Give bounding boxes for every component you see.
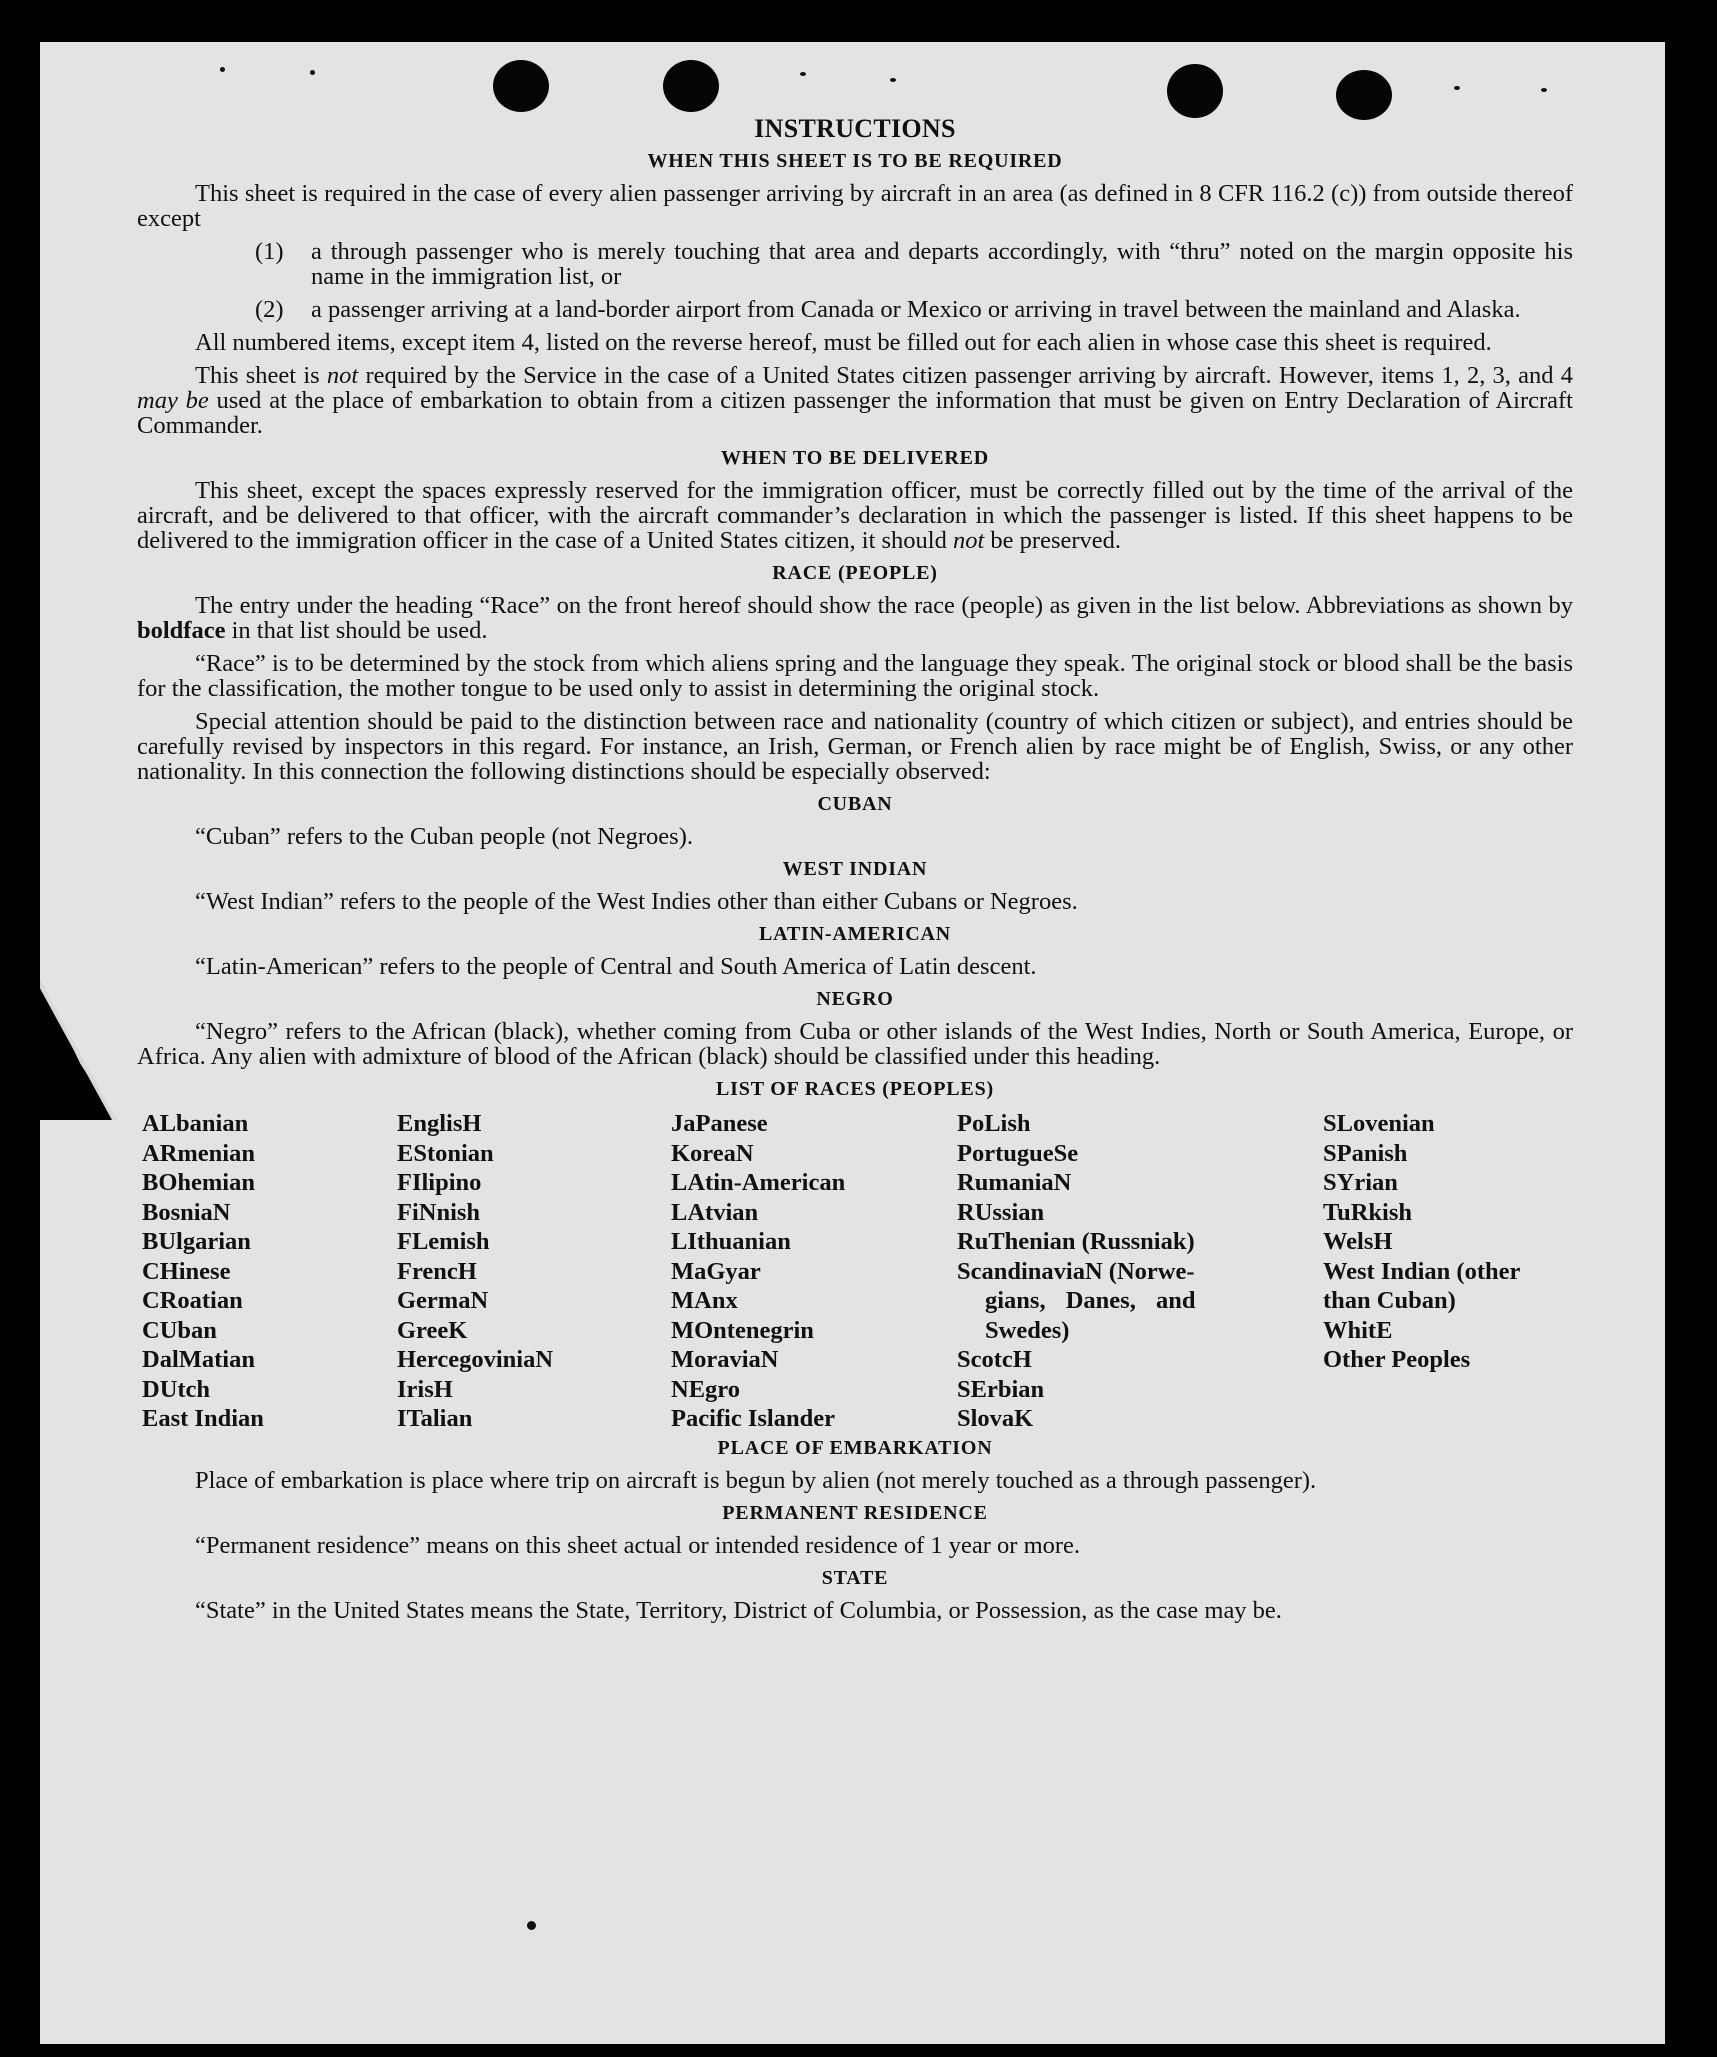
paragraph: This sheet is not required by the Service in the case of a United States citizen passenger arriving by aircraft. However, items 1, 2, 3, and 4 may be used at the place of embarkation to obtain from a citizen passenger the information that must be given on Entry Declaration of Aircraft Commander. — [137, 362, 1573, 439]
race-item: FIlipino — [397, 1169, 482, 1196]
race-item: WelsH — [1323, 1228, 1393, 1255]
section-heading: PLACE OF EMBARKATION — [717, 1436, 993, 1459]
race-column-1 — [142, 1109, 397, 1434]
section-heading: WHEN THIS SHEET IS TO BE REQUIRED — [647, 150, 1063, 172]
race-item: NEgro — [671, 1375, 740, 1403]
speck — [527, 1921, 536, 1930]
race-item: PortugueSe — [957, 1139, 1079, 1167]
paragraph: The entry under the heading “Race” on the front hereof should show the race (people) as given in the list below. Abbreviations as shown by boldface in that list should be used. — [137, 592, 1573, 644]
race-item: RUssian — [957, 1198, 1045, 1226]
page-title: INSTRUCTIONS — [754, 114, 956, 143]
section-heading: WEST INDIAN — [782, 858, 928, 880]
race-item: LIthuanian — [671, 1228, 791, 1255]
race-item: MoraviaN — [671, 1346, 779, 1373]
race-item: BUlgarian — [142, 1228, 251, 1255]
race-item: SPanish — [1323, 1139, 1408, 1167]
race-item: ARmenian — [142, 1139, 255, 1167]
race-item: EStonian — [397, 1139, 494, 1167]
paragraph: All numbered items, except item 4, listed on the reverse hereof, must be filled out for each alien in whose case this sheet is required. — [195, 329, 1492, 356]
paragraph: This sheet, except the spaces expressly reserved for the immigration officer, must be correctly filled out by the time of the arrival of the aircraft, and be delivered to that officer, with the aircraft commander’s declaration in which the passenger is listed. If this sheet happens to be delivered to the immigration officer in the case of a United States citizen, it should not be preserved. — [137, 477, 1573, 554]
race-column-3 — [671, 1109, 957, 1434]
race-item: CUban — [142, 1316, 217, 1344]
paragraph: “Negro” refers to the African (black), whether coming from Cuba or other islands of the West Indies, North or South America, Europe, or Africa. Any alien with admixture of blood of the African (black) should be classified under this heading. — [137, 1018, 1573, 1070]
race-column-2 — [397, 1109, 671, 1434]
race-item: MOntenegrin — [671, 1316, 814, 1344]
race-item: DUtch — [142, 1375, 211, 1403]
race-item: TuRkish — [1323, 1198, 1413, 1226]
race-item: gians, Danes, and — [985, 1287, 1196, 1314]
race-item: Swedes) — [985, 1316, 1070, 1344]
race-item: RuThenian (Russniak) — [957, 1228, 1195, 1255]
race-item: GreeK — [397, 1316, 468, 1344]
section-heading: LATIN-AMERICAN — [759, 923, 951, 945]
race-item: WhitE — [1323, 1316, 1393, 1344]
punch-hole — [663, 60, 719, 112]
speck — [890, 78, 896, 82]
race-item: RumaniaN — [957, 1169, 1072, 1196]
race-item: FiNnish — [397, 1198, 481, 1226]
race-item: CRoatian — [142, 1287, 243, 1314]
race-item: SErbian — [957, 1375, 1045, 1403]
race-list — [142, 1109, 1573, 1434]
paragraph: “Race” is to be determined by the stock from which aliens spring and the language they speak. The original stock or blood shall be the basis for the classification, the mother tongue to be used only to assist in determining the original stock. — [137, 650, 1573, 702]
race-item: PoLish — [957, 1110, 1031, 1137]
race-item: ALbanian — [142, 1110, 249, 1137]
race-item: GermaN — [397, 1287, 489, 1314]
section-heading: STATE — [821, 1566, 889, 1589]
race-item: ScotcH — [957, 1346, 1032, 1373]
paragraph: Special attention should be paid to the distinction between race and nationality (country of which citizen or subject), and entries should be carefully revised by inspectors in this regard. For instance, an Irish, German, or French alien by race might be of English, Swiss, or any other nationality. In this connection the following distinctions should be especially observed: — [137, 708, 1573, 785]
race-item: IrisH — [397, 1375, 453, 1403]
race-item: than Cuban) — [1323, 1287, 1456, 1314]
speck — [1541, 88, 1547, 92]
paragraph: Place of embarkation is place where trip on aircraft is begun by alien (not merely touched as a through passenger). — [195, 1466, 1317, 1494]
race-item: SLovenian — [1323, 1110, 1435, 1137]
speck — [1454, 86, 1460, 90]
race-item: Other Peoples — [1323, 1346, 1471, 1373]
paragraph: “Cuban” refers to the Cuban people (not Negroes). — [195, 823, 693, 850]
race-item: West Indian (other — [1323, 1257, 1521, 1285]
race-item: FLemish — [397, 1228, 490, 1255]
paragraph: “State” in the United States means the State, Territory, District of Columbia, or Possession, as the case may be. — [195, 1596, 1282, 1624]
race-item: SYrian — [1323, 1169, 1398, 1196]
race-item: Pacific Islander — [671, 1405, 835, 1432]
speck — [800, 72, 806, 76]
instructions-content — [137, 112, 1573, 1631]
race-item: DalMatian — [142, 1346, 255, 1373]
race-item: HercegoviniaN — [397, 1346, 554, 1373]
section-heading: CUBAN — [817, 793, 893, 815]
paragraph: “West Indian” refers to the people of the West Indies other than either Cubans or Negroes. — [195, 888, 1078, 915]
race-item: MaGyar — [671, 1257, 761, 1285]
speck — [310, 70, 315, 75]
race-item: LAtvian — [671, 1198, 759, 1226]
section-heading: RACE (PEOPLE) — [772, 562, 938, 584]
list-item: (1) a through passenger who is merely touching that area and departs accordingly, with “thru” noted on the margin opposite his name in the immigration list, or — [255, 238, 1573, 290]
punch-hole — [493, 60, 549, 112]
race-item: MAnx — [671, 1287, 738, 1314]
race-item: JaPanese — [671, 1110, 768, 1137]
section-heading: LIST OF RACES (PEOPLES) — [716, 1078, 994, 1100]
race-item: KoreaN — [671, 1139, 754, 1167]
race-column-4 — [957, 1109, 1323, 1434]
race-item: ScandinaviaN (Norwe- — [957, 1257, 1195, 1285]
paragraph: This sheet is required in the case of every alien passenger arriving by aircraft in an area (as defined in 8 CFR 116.2 (c)) from outside thereof except — [137, 180, 1573, 232]
race-item: BosniaN — [142, 1198, 231, 1226]
section-heading: PERMANENT RESIDENCE — [722, 1501, 988, 1524]
section-heading: NEGRO — [816, 988, 894, 1010]
race-column-5 — [1323, 1109, 1583, 1434]
section-heading: WHEN TO BE DELIVERED — [720, 447, 990, 469]
punch-hole — [1167, 64, 1223, 118]
paragraph: “Latin-American” refers to the people of Central and South America of Latin descent. — [195, 953, 1037, 980]
race-item: BOhemian — [142, 1169, 255, 1196]
race-item: East Indian — [142, 1405, 264, 1432]
race-item: EnglisH — [397, 1110, 482, 1137]
paragraph: “Permanent residence” means on this sheet actual or intended residence of 1 year or more. — [195, 1531, 1081, 1559]
race-item: CHinese — [142, 1257, 231, 1285]
race-item: FrencH — [397, 1257, 477, 1285]
list-item: (2) a passenger arriving at a land-border airport from Canada or Mexico or arriving in travel between the mainland and Alaska. — [255, 296, 1521, 323]
speck — [220, 67, 225, 72]
race-item: SlovaK — [957, 1405, 1034, 1432]
race-item: LAtin-American — [671, 1169, 846, 1196]
race-item: ITalian — [397, 1405, 473, 1432]
